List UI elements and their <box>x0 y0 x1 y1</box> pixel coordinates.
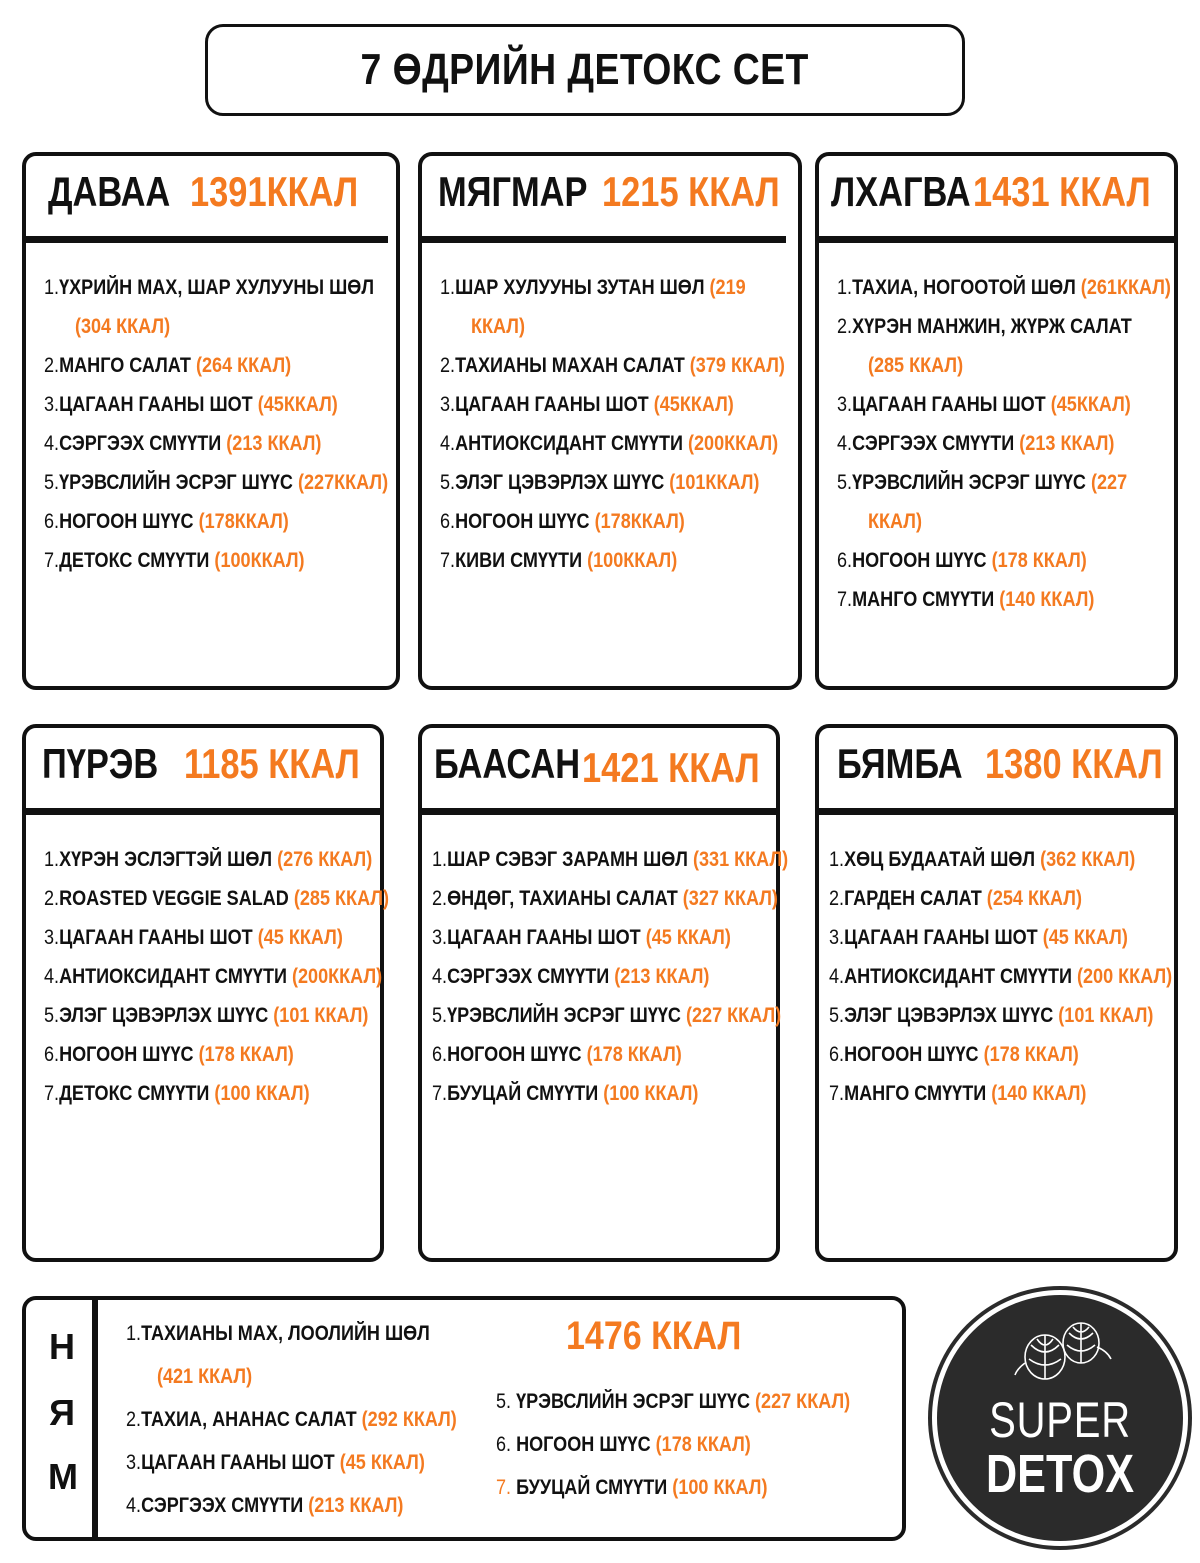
item-number: 4. <box>126 1494 142 1517</box>
item-kcal: (227 ККАЛ) <box>755 1390 851 1413</box>
item-kcal: (264 ККАЛ) <box>195 354 292 377</box>
item-number: 3. <box>44 393 60 416</box>
item-name: ҮРЭВСЛИЙН ЭСРЭГ ШҮҮС <box>59 471 298 494</box>
item-number: 2. <box>432 887 448 910</box>
item-number: 1. <box>829 848 845 871</box>
divider <box>819 808 1174 815</box>
artichoke-icon <box>1007 1313 1117 1387</box>
list-item <box>837 463 1128 541</box>
item-kcal: (45ККАЛ) <box>1050 393 1131 416</box>
item-kcal: (100 ККАЛ) <box>672 1476 768 1499</box>
list-item <box>432 1074 724 1113</box>
item-number: 3. <box>44 926 60 949</box>
day-header <box>26 156 396 242</box>
day-name: ПҮРЭВ <box>42 740 159 787</box>
item-kcal: (178 ККАЛ) <box>198 1043 294 1066</box>
day-name: ДАВАА <box>48 168 171 215</box>
item-name: НОГООН ШҮҮС <box>59 1043 199 1066</box>
list-item <box>44 346 343 385</box>
item-kcal: (285 ККАЛ) <box>867 354 964 377</box>
divider <box>819 236 1174 243</box>
item-name: МАНГО СМҮҮТИ <box>852 588 1000 611</box>
item-kcal: (227 ККАЛ) <box>685 1004 782 1027</box>
logo-text-super: SUPER <box>989 1392 1131 1448</box>
divider <box>26 236 388 243</box>
divider <box>422 236 786 243</box>
list-item <box>126 1398 457 1441</box>
item-kcal: (45ККАЛ) <box>653 393 734 416</box>
item-name: ТАХИА, АНАНАС САЛАТ <box>141 1408 362 1431</box>
list-item <box>829 1074 1122 1113</box>
list-item <box>829 1035 1122 1074</box>
item-kcal: (100 ККАЛ) <box>603 1082 699 1105</box>
list-item <box>44 385 343 424</box>
item-number: 6. <box>829 1043 845 1066</box>
list-item <box>44 463 389 502</box>
day-letter: Н <box>49 1326 75 1367</box>
item-number: 2. <box>126 1408 142 1431</box>
item-kcal: (285 ККАЛ) <box>293 887 390 910</box>
item-number: 3. <box>440 393 456 416</box>
list-item <box>440 346 785 385</box>
item-number: 5. <box>432 1004 448 1027</box>
item-name: ШАР ХУЛУУНЫ ЗУТАН ШӨЛ <box>455 276 710 299</box>
item-kcal: (45 ККАЛ) <box>645 926 731 949</box>
list-item <box>44 502 343 541</box>
item-name: АНТИОКСИДАНТ СМҮҮТИ <box>455 432 688 455</box>
item-name: ҮРЭВСЛИЙН ЭСРЭГ ШҮҮС <box>852 471 1091 494</box>
item-kcal: (140 ККАЛ) <box>991 1082 1087 1105</box>
item-number: 6. <box>440 510 456 533</box>
item-kcal: (213 ККАЛ) <box>1019 432 1115 455</box>
item-number: 5. <box>496 1390 517 1413</box>
item-number: 1. <box>837 276 853 299</box>
item-kcal: (45 ККАЛ) <box>1042 926 1128 949</box>
item-kcal: (276 ККАЛ) <box>277 848 373 871</box>
day-kcal: 1380 ККАЛ <box>985 740 1163 787</box>
list-item <box>44 879 390 918</box>
menu-list <box>432 840 789 1113</box>
item-name: ҮХРИЙН МАХ, ШАР ХУЛУУНЫ ШӨЛ <box>59 276 374 299</box>
day-name: МЯГМАР <box>438 168 588 215</box>
day-name: ЛХАГВА <box>831 168 971 215</box>
item-number: 4. <box>837 432 853 455</box>
list-item <box>126 1441 457 1484</box>
item-name: ТАХИАНЫ МАХАН САЛАТ <box>455 354 690 377</box>
item-number: 2. <box>837 315 853 338</box>
item-kcal: ККАЛ) <box>470 315 525 338</box>
item-kcal: (140 ККАЛ) <box>999 588 1095 611</box>
item-kcal: (213 ККАЛ) <box>226 432 322 455</box>
list-item <box>126 1312 457 1398</box>
item-kcal: (331 ККАЛ) <box>692 848 789 871</box>
day-letter: Я <box>49 1392 75 1433</box>
item-kcal: (292 ККАЛ) <box>361 1408 457 1431</box>
menu-list <box>837 268 1170 619</box>
item-kcal: (227ККАЛ) <box>297 471 389 494</box>
item-number: 7. <box>829 1082 845 1105</box>
item-name: АНТИОКСИДАНТ СМҮҮТИ <box>59 965 292 988</box>
item-kcal: (100ККАЛ) <box>214 549 305 572</box>
list-item <box>44 996 369 1035</box>
day-kcal: 1391ККАЛ <box>190 168 359 215</box>
item-name: ЭЛЭГ ЦЭВЭРЛЭХ ШҮҮС <box>455 471 670 494</box>
item-number: 7. <box>44 1082 60 1105</box>
item-name: ХҮРЭН ЭСЛЭГТЭЙ ШӨЛ <box>59 848 278 871</box>
item-number: 2. <box>440 354 456 377</box>
item-name: БУУЦАЙ СМҮҮТИ <box>516 1476 673 1499</box>
day-name: БЯМБА <box>837 740 963 787</box>
item-kcal: (178 ККАЛ) <box>655 1433 751 1456</box>
item-number: 3. <box>432 926 448 949</box>
item-number: 6. <box>44 1043 60 1066</box>
item-number: 4. <box>829 965 845 988</box>
item-name: КИВИ СМҮҮТИ <box>455 549 588 572</box>
item-name: ДЕТОКС СМҮҮТИ <box>59 1082 215 1105</box>
day-card-saturday <box>815 724 1178 1262</box>
list-item <box>837 541 1123 580</box>
item-number: 4. <box>432 965 448 988</box>
menu-list <box>126 1312 511 1527</box>
day-card-tuesday <box>418 152 802 690</box>
item-name: МАНГО САЛАТ <box>59 354 196 377</box>
item-kcal: (421 ККАЛ) <box>156 1365 253 1388</box>
item-number: 3. <box>837 393 853 416</box>
menu-list <box>44 840 390 1113</box>
list-item <box>829 957 1173 996</box>
item-number: 7. <box>837 588 853 611</box>
item-name: ҮРЭВСЛИЙН ЭСРЭГ ШҮҮС <box>447 1004 686 1027</box>
item-number: 6. <box>432 1043 448 1066</box>
day-header <box>422 156 798 242</box>
item-kcal: (213 ККАЛ) <box>614 965 710 988</box>
list-item <box>496 1380 850 1423</box>
item-name: СЭРГЭЭХ СМҮҮТИ <box>447 965 615 988</box>
item-number: 7. <box>44 549 60 572</box>
item-name: СЭРГЭЭХ СМҮҮТИ <box>59 432 227 455</box>
list-item <box>432 840 789 879</box>
item-kcal: (101ККАЛ) <box>669 471 760 494</box>
item-number: 4. <box>44 432 60 455</box>
list-item <box>837 580 1123 619</box>
list-item <box>837 385 1131 424</box>
item-name: СЭРГЭЭХ СМҮҮТИ <box>141 1494 309 1517</box>
list-item <box>44 957 383 996</box>
item-number: 6. <box>44 510 60 533</box>
item-kcal: (200 ККАЛ) <box>1076 965 1173 988</box>
day-card-monday <box>22 152 400 690</box>
item-number: 1. <box>440 276 456 299</box>
item-kcal: (219 <box>709 276 746 299</box>
item-kcal: (213 ККАЛ) <box>308 1494 404 1517</box>
item-name: АНТИОКСИДАНТ СМҮҮТИ <box>844 965 1077 988</box>
item-kcal: (45 ККАЛ) <box>339 1451 425 1474</box>
item-number: 7. <box>496 1476 517 1499</box>
item-kcal: (178 ККАЛ) <box>586 1043 682 1066</box>
item-number: 1. <box>126 1322 142 1345</box>
item-kcal: (261ККАЛ) <box>1080 276 1171 299</box>
day-header <box>422 728 776 814</box>
divider <box>422 808 776 815</box>
item-kcal: (227 <box>1090 471 1128 494</box>
list-item <box>440 268 744 346</box>
page-title: 7 ӨДРИЙН ДЕТОКС СЕТ <box>360 45 810 94</box>
day-kcal: 1185 ККАЛ <box>184 740 360 787</box>
list-item <box>432 1035 724 1074</box>
list-item <box>44 1074 330 1113</box>
item-name: ШАР СЭВЭГ ЗАРАМН ШӨЛ <box>447 848 693 871</box>
item-name: СЭРГЭЭХ СМҮҮТИ <box>852 432 1020 455</box>
list-item <box>432 879 778 918</box>
item-kcal: (178ККАЛ) <box>198 510 289 533</box>
item-number: 5. <box>829 1004 845 1027</box>
menu-list <box>44 268 392 580</box>
item-name: ЭЛЭГ ЦЭВЭРЛЭХ ШҮҮС <box>59 1004 274 1027</box>
item-kcal: (100 ККАЛ) <box>214 1082 310 1105</box>
day-letter: М <box>48 1456 78 1497</box>
list-item <box>126 1484 457 1527</box>
day-header <box>819 156 1174 242</box>
list-item <box>440 502 744 541</box>
day-card-wednesday <box>815 152 1178 690</box>
list-item <box>432 918 731 957</box>
item-number: 1. <box>44 276 60 299</box>
day-kcal: 1476 ККАЛ <box>566 1314 742 1358</box>
day-card-thursday <box>22 724 390 1262</box>
day-card-friday <box>418 724 789 1262</box>
item-kcal: (304 ККАЛ) <box>74 315 171 338</box>
list-item <box>44 268 374 346</box>
item-name: ТАХИА, НОГООТОЙ ШӨЛ <box>852 276 1081 299</box>
logo-text-detox: DETOX <box>985 1444 1135 1504</box>
item-name: НОГООН ШҮҮС <box>447 1043 587 1066</box>
item-number: 7. <box>440 549 456 572</box>
item-kcal: (101 ККАЛ) <box>1058 1004 1154 1027</box>
item-kcal: (362 ККАЛ) <box>1040 848 1136 871</box>
list-item <box>440 463 760 502</box>
item-name: НОГООН ШҮҮС <box>844 1043 984 1066</box>
list-item <box>829 996 1154 1035</box>
item-kcal: (45 ККАЛ) <box>257 926 343 949</box>
list-item <box>44 424 343 463</box>
day-header <box>26 728 380 814</box>
item-kcal: (200ККАЛ) <box>291 965 383 988</box>
list-item <box>829 840 1136 879</box>
item-kcal: (178 ККАЛ) <box>983 1043 1079 1066</box>
item-name: ХӨЦ БУДААТАЙ ШӨЛ <box>844 848 1041 871</box>
item-name: ӨНДӨГ, ТАХИАНЫ САЛАТ <box>447 887 683 910</box>
item-number: 2. <box>829 887 845 910</box>
list-item <box>44 840 373 879</box>
item-kcal: (45ККАЛ) <box>257 393 338 416</box>
day-kcal: 1431 ККАЛ <box>973 168 1151 215</box>
list-item <box>44 1035 330 1074</box>
item-name: ЦАГААН ГААНЫ ШОТ <box>844 926 1043 949</box>
list-item <box>432 996 782 1035</box>
item-number: 5. <box>44 1004 60 1027</box>
brand-logo <box>932 1290 1188 1546</box>
item-kcal: (101 ККАЛ) <box>273 1004 369 1027</box>
item-name: ЦАГААН ГААНЫ ШОТ <box>59 926 258 949</box>
item-name: ТАХИАНЫ МАХ, ЛООЛИЙН ШӨЛ <box>141 1322 430 1345</box>
item-name: ХҮРЭН МАНЖИН, ЖҮРЖ САЛАТ <box>852 315 1132 338</box>
item-name: ДЕТОКС СМҮҮТИ <box>59 549 215 572</box>
item-number: 4. <box>440 432 456 455</box>
item-name: ЦАГААН ГААНЫ ШОТ <box>455 393 654 416</box>
item-number: 5. <box>837 471 853 494</box>
list-item <box>44 918 343 957</box>
list-item <box>440 424 779 463</box>
item-number: 5. <box>44 471 60 494</box>
item-name: ЦАГААН ГААНЫ ШОТ <box>141 1451 340 1474</box>
item-number: 2. <box>44 354 60 377</box>
item-name: НОГООН ШҮҮС <box>455 510 595 533</box>
item-number: 4. <box>44 965 60 988</box>
item-number: 2. <box>44 887 60 910</box>
item-name: НОГООН ШҮҮС <box>59 510 199 533</box>
title-box <box>205 24 965 116</box>
item-kcal: (178ККАЛ) <box>594 510 685 533</box>
item-number: 6. <box>496 1433 517 1456</box>
item-kcal: (327 ККАЛ) <box>682 887 778 910</box>
item-number: 6. <box>837 549 853 572</box>
item-name: ЦАГААН ГААНЫ ШОТ <box>447 926 646 949</box>
item-kcal: (200ККАЛ) <box>687 432 779 455</box>
divider <box>26 808 380 815</box>
item-number: 1. <box>44 848 60 871</box>
list-item <box>837 424 1123 463</box>
item-kcal: (100ККАЛ) <box>587 549 678 572</box>
item-number: 7. <box>432 1082 448 1105</box>
item-kcal: (379 ККАЛ) <box>689 354 785 377</box>
menu-list <box>829 840 1173 1113</box>
day-name: БААСАН <box>434 740 581 787</box>
list-item <box>829 918 1128 957</box>
day-card-sunday <box>22 1296 906 1541</box>
item-number: 3. <box>126 1451 142 1474</box>
item-kcal: (178 ККАЛ) <box>991 549 1087 572</box>
menu-list <box>440 268 794 580</box>
list-item <box>837 268 1171 307</box>
divider <box>92 1300 98 1537</box>
item-name: НОГООН ШҮҮС <box>852 549 992 572</box>
item-number: 1. <box>432 848 448 871</box>
list-item <box>44 541 343 580</box>
list-item <box>837 307 1132 385</box>
item-name: ЭЛЭГ ЦЭВЭРЛЭХ ШҮҮС <box>844 1004 1059 1027</box>
list-item <box>829 879 1122 918</box>
item-name: ROASTED VEGGIE SALAD <box>59 887 294 910</box>
list-item <box>432 957 724 996</box>
day-kcal: 1421 ККАЛ <box>582 744 760 791</box>
item-name: МАНГО СМҮҮТИ <box>844 1082 992 1105</box>
item-number: 5. <box>440 471 456 494</box>
item-kcal: ККАЛ) <box>867 510 922 533</box>
item-name: ҮРЭВСЛИЙН ЭСРЭГ ШҮҮС <box>516 1390 756 1413</box>
item-name: ЦАГААН ГААНЫ ШОТ <box>852 393 1051 416</box>
item-name: ГАРДЕН САЛАТ <box>844 887 987 910</box>
item-name: БУУЦАЙ СМҮҮТИ <box>447 1082 604 1105</box>
list-item <box>496 1466 850 1509</box>
item-number: 3. <box>829 926 845 949</box>
item-name: НОГООН ШҮҮС <box>516 1433 656 1456</box>
day-kcal: 1215 ККАЛ <box>602 168 780 215</box>
item-name: ЦАГААН ГААНЫ ШОТ <box>59 393 258 416</box>
day-header <box>819 728 1174 814</box>
item-kcal: (254 ККАЛ) <box>986 887 1082 910</box>
list-item <box>440 385 744 424</box>
menu-list <box>496 1380 908 1509</box>
list-item <box>496 1423 850 1466</box>
list-item <box>440 541 744 580</box>
